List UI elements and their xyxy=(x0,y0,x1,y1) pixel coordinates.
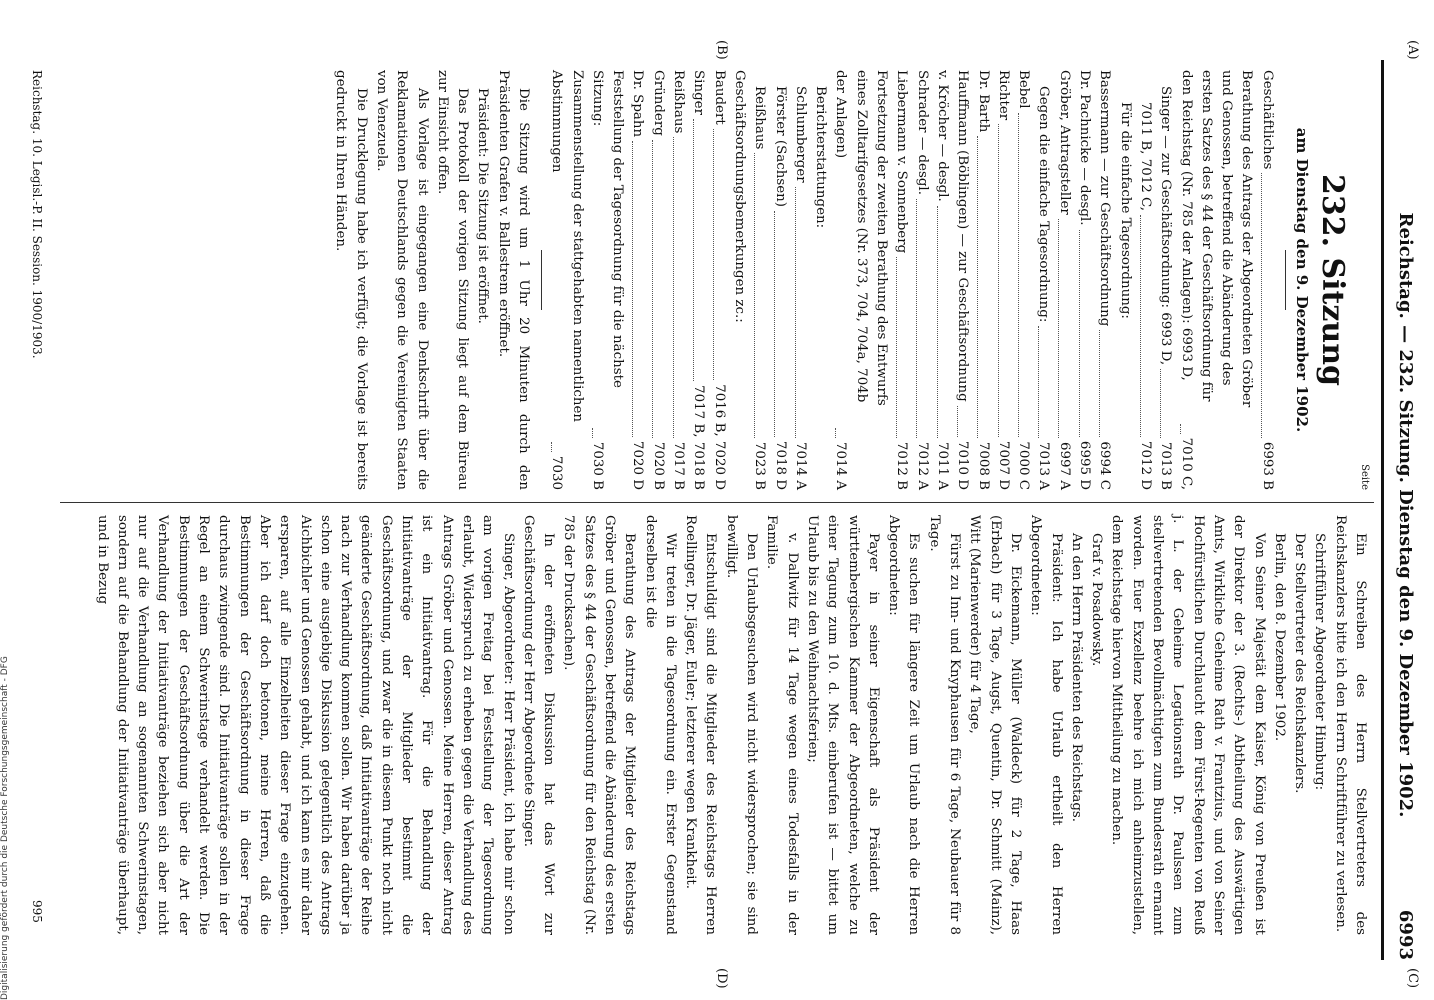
session-title: 232. Sitzung xyxy=(1315,173,1350,387)
toc-entry xyxy=(911,70,931,490)
toc-entry xyxy=(708,70,728,490)
header-rule xyxy=(1381,60,1384,960)
toc-entry-text: Gründerg xyxy=(650,70,666,136)
toc-entry xyxy=(688,70,708,490)
toc-page-ref: 7023 B xyxy=(752,441,768,490)
toc-entry xyxy=(1155,70,1175,490)
leader-dots xyxy=(835,428,836,438)
leader-dots xyxy=(693,119,694,381)
leader-dots xyxy=(1038,326,1039,438)
seite-label: Seite xyxy=(1359,464,1370,490)
paragraph: Ein Schreiben des Herrn Stellvertreters des Reichskanzlers bitte ich den Herrn Schriftführer zu verlesen. xyxy=(1332,515,1368,935)
toc-entry-text: Gröber, Antragsteller xyxy=(1056,70,1072,215)
paragraph: Von Seiner Majestät dem Kaiser, König von Preußen ist der Direktor der 3. (Rechts-) Abtheilung des Auswärtigen Amts, Wirkliche Geheime Rath v. Frantzius, und von Seiner Hochfürstlichen Durchlaucht dem Fürst-Regenten von Reuß j. L. der Geheime Legationsrath Dr. Paulssen zum stellvertretenden Bevollmächtigten zum Bundesrath ernannt worden. Euer Exzellenz beehre ich mich anheimzustellen, dem Reichstage hiervon Mittheilung zu machen. xyxy=(1109,515,1267,935)
paragraph: Es suchen für längere Zeit um Urlaub nach die Herren Abgeordneten: xyxy=(886,515,922,935)
toc-page-ref: 7010 C, xyxy=(1178,437,1194,490)
toc-entry xyxy=(1135,70,1155,490)
toc-entry-text: Geschäftsordnungsbemerkungen zc.: xyxy=(731,70,747,323)
toc-entry-text: Bebel xyxy=(1016,70,1032,109)
toc-entry-text: Dr. Barth xyxy=(975,70,991,133)
toc-entry-text: Dr. Pachnicke — desgl. xyxy=(1077,70,1093,226)
toc-entry xyxy=(1175,70,1256,490)
toc-entry-text: Richter xyxy=(995,70,1011,121)
leader-dots xyxy=(592,428,593,438)
paragraph: Das Protokoll der vorigen Sitzung liegt auf dem Büreau zur Einsicht offen. xyxy=(434,70,471,490)
leader-dots xyxy=(1018,113,1019,438)
toc-entry-text: Baudert xyxy=(711,70,727,125)
left-paragraphs xyxy=(330,70,533,490)
leader-dots xyxy=(937,206,938,438)
paragraph: An den Herrn Präsidenten des Reichstags. xyxy=(1068,533,1084,823)
toc-entry-text: Reißhaus xyxy=(671,70,687,134)
toc-page-ref: 7016 B, 7020 D xyxy=(711,384,727,490)
paragraph: Der Stellvertreter des Reichskanzlers. xyxy=(1292,533,1308,794)
leader-dots xyxy=(774,211,775,437)
leader-dots xyxy=(754,153,755,437)
margin-label-a: (A) xyxy=(1405,40,1420,60)
toc-entry xyxy=(668,70,688,490)
toc-entry xyxy=(769,70,789,490)
toc-page-ref: 7018 D xyxy=(772,440,788,490)
toc-entry xyxy=(587,70,628,490)
toc-page-ref: 7011 A xyxy=(934,441,950,490)
paragraph: Als Vorlage ist eingegangen eine Denkschrift über die Reklamationen Deutschlands gegen die Vereinigten Staaten von Venezuela. xyxy=(373,70,430,490)
toc-page-ref: 7012 A xyxy=(914,441,930,490)
toc-page-ref: 7014 A xyxy=(833,441,849,490)
leader-dots xyxy=(713,129,714,381)
toc-entry xyxy=(972,70,992,490)
leader-dots xyxy=(1099,330,1100,437)
toc-page-ref: 7013 B xyxy=(1158,441,1174,490)
paragraph: Berathung des Antrags der Mitglieder des Reichstags Gröber und Genossen, betreffend die Abänderung des ersten Satzes des § 44 der Geschäftsordnung für den Reichstag (Nr. 785 der Drucksachen). xyxy=(561,515,638,935)
left-column xyxy=(330,70,1370,490)
toc-entry-text: Berichterstattungen: xyxy=(813,86,829,229)
toc-entry xyxy=(932,70,952,490)
toc-entry-text: Fortsetzung der zweiten Berathung des Entwurfs eines Zolltarifgesetzes (Nr. 373, 704, 704a, 704b der Anlagen) xyxy=(833,70,890,406)
leader-dots xyxy=(795,187,796,438)
leader-dots xyxy=(916,199,917,438)
toc-entry xyxy=(1094,70,1114,490)
toc-page-ref: 7017 B, 7018 B xyxy=(691,385,707,490)
toc-page-ref: 7012 B xyxy=(894,441,910,490)
toc-entry-text: Hauffmann (Böblingen) — zur Geschäftsordnung xyxy=(955,70,971,402)
toc-entry-text: Reißhaus xyxy=(752,86,768,150)
toc-entry xyxy=(993,70,1013,490)
paragraph: Die Sitzung wird um 1 Uhr 20 Minuten durch den Präsidenten Grafen v. Ballestrem eröffnet. xyxy=(495,70,532,490)
page-footer: Reichstag. 10. Legisl.-P. II. Session. 1900/1903. xyxy=(30,70,44,359)
toc-page-ref: 7008 B xyxy=(975,441,991,490)
paragraph: Fürst zu Inn- und Knyphausen für 6 Tage, Neubauer für 8 Tage. xyxy=(926,515,963,935)
toc-entry-text: Singer xyxy=(691,70,707,115)
toc-entry-text: Für die einfache Tagesordnung: xyxy=(1117,102,1133,319)
toc-entry-text: Bassermann — zur Geschäftsordnung xyxy=(1097,70,1113,327)
toc-entry xyxy=(952,70,972,490)
margin-label-d: (D) xyxy=(714,968,729,989)
toc-page-ref: 7030 xyxy=(549,455,565,490)
toc-entry xyxy=(729,70,749,490)
paragraph: Präsident: Ich habe Urlaub ertheilt den Herren Abgeordneten: xyxy=(1028,515,1064,935)
toc-entry-text: v. Kröcher — desgl. xyxy=(934,70,950,202)
column-divider xyxy=(60,502,1374,503)
paragraph: Graf v. Posadowsky. xyxy=(1089,533,1105,667)
leader-dots xyxy=(653,140,654,438)
leader-dots xyxy=(1058,219,1059,438)
toc-entry-text: Berathung des Antrags der Abgeordneten Gröber und Genossen, betreffend die Abänderung des ersten Satzes des § 44 der Geschäftsordnung für den Reichstag (Nr. 785 der Anlagen): 6993 D, xyxy=(1178,70,1255,408)
digitization-note: Digitalisierung gefördert durch die Deutsche Forschungsgemeinschaft - DFG xyxy=(0,656,10,1000)
toc-entry-text: Liebermann v. Sonnenberg xyxy=(894,70,910,254)
leader-dots xyxy=(1140,215,1141,437)
toc-entry xyxy=(648,70,668,490)
toc-entry-text: Dr. Spahn xyxy=(630,70,646,138)
toc-entry xyxy=(1074,70,1094,490)
paragraph: Entschuldigt sind die Mitglieder des Reichstags Herren Roellinger, Dr. Jäger, Euler; letzterer wegen Krankheit. xyxy=(683,515,719,935)
right-column xyxy=(91,515,1370,935)
toc-entry-text: Schrader — desgl. xyxy=(914,70,930,195)
toc-entry-text: Gegen die einfache Tagesordnung: xyxy=(1036,86,1052,323)
leader-dots xyxy=(673,137,674,437)
running-header-title: Reichstag. — 232. Sitzung. Dienstag den 9. Dezember 1902. xyxy=(1395,212,1416,818)
leader-dots xyxy=(998,124,999,437)
leader-dots xyxy=(1180,424,1181,434)
leader-dots xyxy=(957,406,958,437)
toc-entry xyxy=(1033,70,1053,490)
session-date: am Dienstag den 9. Dezember 1902. xyxy=(1293,127,1311,433)
paragraph: Dr. Eickemann, Müller (Waldeck) für 2 Tage, Haas (Erbach) für 3 Tage, Augst, Quentin, Dr. Schmitt (Mainz), Witt (Marienwerder) für 4 Tage, xyxy=(967,515,1023,935)
toc-entry xyxy=(1256,70,1276,490)
toc-page-ref: 7007 D xyxy=(995,440,1011,490)
paragraph: Die Drucklegung habe ich verfügt; die Vorlage ist bereits gedruckt in Ihren Händen. xyxy=(333,70,369,490)
toc-page-ref: 6997 A xyxy=(1056,441,1072,490)
paragraph: In der eröffneten Diskussion hat das Wort zur Geschäftsordnung der Herr Abgeordnete Singer. xyxy=(520,515,557,935)
toc-page-ref: 7020 D xyxy=(630,440,646,490)
toc-entry-text: Förster (Sachsen) xyxy=(772,86,788,208)
toc-entry xyxy=(830,70,891,490)
toc-entry xyxy=(546,70,587,490)
toc-entry xyxy=(749,70,769,490)
toc-entry xyxy=(810,70,830,490)
toc-entry-text: Schlumberger xyxy=(792,86,808,183)
running-header xyxy=(1386,70,1426,960)
toc-entry-text: Feststellung der Tagesordnung für die nächste Sitzung: xyxy=(589,70,626,388)
leader-dots xyxy=(1079,230,1080,437)
paragraph: Schriftführer Abgeordneter Himburg: xyxy=(1312,533,1328,791)
paragraph: Payer in seiner Eigenschaft als Präsident der württembergischen Kammer der Abgeordneten, welche zu einer Tagung zum 10. d. Mts. einberufen ist — bittet um Urlaub bis zu den Weihnachtsferien; xyxy=(804,515,881,935)
toc-entry-text: 7011 B, 7012 C, xyxy=(1137,102,1153,212)
toc-page-ref: 7013 A xyxy=(1036,441,1052,490)
toc-entry-text: Singer — zur Geschäftsordnung: 6993 D, xyxy=(1158,86,1174,366)
toc-page-ref: 7014 A xyxy=(792,441,808,490)
paragraph: Berlin, den 8. Dezember 1902. xyxy=(1271,533,1287,742)
toc-page-ref: 7000 C xyxy=(1016,441,1032,490)
paragraph: v. Dallwitz für 14 Tage wegen eines Todesfalls in der Familie. xyxy=(764,515,800,935)
paragraph: Wir treten in die Tagesordnung ein. Erster Gegenstand derselben ist die xyxy=(642,515,678,935)
table-of-contents xyxy=(546,70,1277,490)
leader-dots xyxy=(1261,173,1262,437)
paragraph: Singer, Abgeordneter: Herr Präsident, ich habe mir schon am vorigen Freitag bei Feststellung der Tagesordnung erlaubt, Widerspruch zu erheben gegen die Verhandlung des Antrags Gröber und Genossen. Meine Herren, dieser Antrag ist ein Initiativantrag. Für die Behandlung der Initiativanträge der Mitglieder bestimmt die Geschäftsordnung, und zwar die in diesem Punkt noch nicht geänderte Geschäftsordnung, daß Initiativanträge der Reihe nach zur Verhandlung kommen sollen. Wir haben darüber ja schon eine ausgiebige Diskussion gelegentlich des Antrags Aichbichler und Genossen gehabt, und ich kann es mir daher ersparen, auf alle Einzelheiten dieser Frage einzugehen. Aber ich darf doch betonen, meine Herren, daß die Bestimmungen der Geschäftsordnung in dieser Frage durchaus zwingende sind. Die Initiativanträge sollen in der Regel an einem Schwerinstage verhandelt werden. Die Bestimmungen der Geschäftsordnung über die Art der Verhandlung der Initiativanträge beziehen sich aber nicht nur auf die Verhandlung an sogenannten Schwerinstagen, sondern auf die Behandlung der Initiativanträge überhaupt, und in Bezug xyxy=(94,515,516,935)
toc-entry xyxy=(1013,70,1033,490)
toc-page-ref: 7017 B xyxy=(671,441,687,490)
paragraph: Den Urlaubsgesuchen wird nicht widersprochen; sie sind bewilligt. xyxy=(723,515,760,935)
toc-rule xyxy=(541,250,542,310)
toc-page-ref: 6993 B xyxy=(1259,441,1275,490)
toc-page-ref: 7030 B xyxy=(589,441,605,490)
toc-page-ref: 7012 D xyxy=(1137,440,1153,490)
margin-label-c: (C) xyxy=(1405,968,1420,989)
leader-dots xyxy=(977,136,978,437)
toc-entry xyxy=(1053,70,1073,490)
right-paragraphs xyxy=(91,515,1370,935)
toc-entry xyxy=(1114,70,1134,490)
leader-dots xyxy=(632,141,633,437)
margin-label-b: (B) xyxy=(714,40,729,60)
toc-entry-text: Geschäftliches xyxy=(1259,70,1275,170)
leader-dots xyxy=(896,257,897,438)
toc-page-ref: 6995 D xyxy=(1077,440,1093,490)
page-number: 6993 xyxy=(1395,909,1416,960)
toc-entry xyxy=(891,70,911,490)
paragraph: Präsident: Die Sitzung ist eröffnet. xyxy=(475,88,491,324)
toc-entry-text: Zusammenstellung der stattgehabten namentlichen Abstimmungen xyxy=(549,70,585,423)
toc-entry xyxy=(627,70,647,490)
leader-dots xyxy=(1160,369,1161,438)
toc-page-ref: 7020 B xyxy=(650,441,666,490)
title-rule xyxy=(1285,250,1286,310)
toc-page-ref: 7010 D xyxy=(955,440,971,490)
toc-entry xyxy=(790,70,810,490)
leader-dots xyxy=(551,442,552,452)
toc-page-ref: 6994 C xyxy=(1097,441,1113,490)
footer-page-number: 995 xyxy=(30,900,44,923)
